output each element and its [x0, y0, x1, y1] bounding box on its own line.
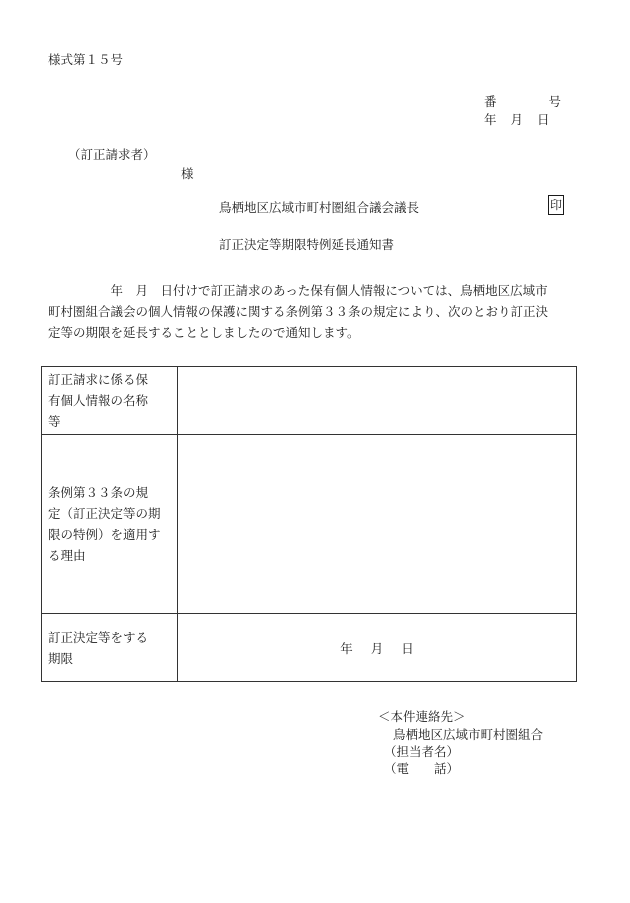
- issuer-title: 鳥栖地区広域市町村圏組合議会議長: [219, 200, 420, 215]
- deadline-day: 日: [401, 640, 414, 656]
- contact-header: ＜本件連絡先＞: [378, 709, 466, 724]
- number-prefix: 番: [484, 94, 497, 109]
- deadline-label: 訂正決定等をする 期限: [42, 614, 178, 682]
- contact-phone: （電 話）: [384, 761, 460, 776]
- notice-body: [48, 280, 580, 343]
- contact-org: 鳥栖地区広域市町村圏組合: [393, 727, 544, 742]
- reason-value: [178, 435, 577, 614]
- number-suffix: 号: [548, 94, 562, 109]
- issue-month: 月: [510, 112, 524, 127]
- document-title: 訂正決定等期限特例延長通知書: [219, 237, 395, 252]
- detail-table: [41, 366, 577, 682]
- deadline-month: 月: [370, 640, 384, 656]
- body-line: 定等の期限を延長することとしましたので通知します。: [48, 325, 360, 340]
- body-line: 町村圏組合議会の個人情報の保護に関する条例第３３条の規定により、次のとおり訂正決: [48, 304, 549, 319]
- deadline-date: [178, 614, 577, 682]
- info-name-label: 訂正請求に係る保 有個人情報の名称 等: [42, 367, 178, 435]
- deadline-year: 年: [340, 640, 353, 656]
- reason-label: 条例第３３条の規 定（訂正決定等の期 限の特例）を適用す る理由: [42, 435, 178, 614]
- seal-mark: 印: [548, 195, 564, 215]
- issue-date-line: [484, 110, 550, 128]
- body-line: 年 月 日付けで訂正請求のあった保有個人情報については、鳥栖地区広域市: [48, 283, 548, 298]
- contact-person: （担当者名）: [384, 744, 460, 759]
- table-row-deadline: [42, 614, 577, 682]
- form-number: 様式第１５号: [48, 52, 124, 67]
- table-row-info-name: [42, 367, 577, 435]
- issue-year: 年: [484, 112, 497, 127]
- addressee-suffix: 様: [181, 166, 194, 181]
- info-name-value: [178, 367, 577, 435]
- document-number-line: [484, 92, 561, 110]
- requester-label: （訂正請求者）: [68, 147, 156, 162]
- table-row-reason: [42, 435, 577, 614]
- issue-day: 日: [537, 112, 550, 127]
